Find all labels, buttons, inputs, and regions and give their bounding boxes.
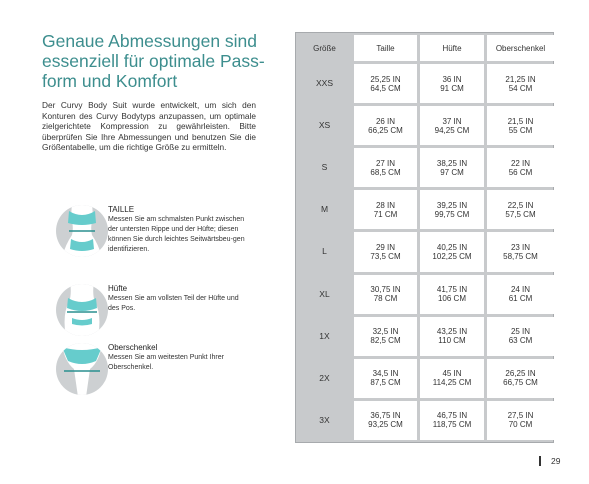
huefte-in-value: 45 IN (442, 369, 462, 379)
huefte-cell (420, 317, 484, 356)
huefte-in-value: 40,25 IN (436, 242, 468, 252)
taille-cm-value: 71 CM (373, 209, 398, 219)
table-row (298, 232, 554, 271)
oberschenkel-in-value: 22 IN (510, 158, 531, 168)
table-row (298, 148, 554, 187)
huefte-in-value: 36 IN (442, 74, 462, 84)
oberschenkel-cell (487, 106, 554, 145)
taille-in-value: 36,75 IN (370, 411, 401, 421)
huefte-cell (420, 359, 484, 398)
huefte-cm-value: 97 CM (440, 167, 464, 177)
size-cell: 1X (298, 317, 351, 356)
taille-in-value: 34,5 IN (372, 369, 399, 379)
oberschenkel-in-value: 24 IN (510, 285, 531, 295)
taille-in-value: 32,5 IN (372, 327, 399, 337)
huefte-cm-value: 99,75 CM (434, 209, 470, 219)
oberschenkel-cell (487, 275, 554, 314)
page-title (42, 31, 272, 91)
huefte-cm-value: 106 CM (437, 294, 466, 304)
header-waist: Taille (354, 35, 417, 61)
huefte-cm-value: 110 CM (438, 336, 466, 346)
taille-cell (354, 106, 417, 145)
huefte-cell (420, 275, 484, 314)
measurement-heading: Hüfte (108, 284, 128, 293)
oberschenkel-cm-value: 70 CM (508, 420, 533, 430)
header-size: Größe (298, 35, 351, 61)
taille-cm-value: 73,5 CM (370, 251, 401, 261)
thigh-figure-icon (56, 343, 108, 395)
size-cell: 2X (298, 359, 351, 398)
taille-in-value: 25,25 IN (370, 74, 401, 84)
taille-cell (354, 317, 417, 356)
huefte-in-value: 41,75 IN (436, 285, 468, 295)
taille-in-value: 27 IN (375, 158, 396, 168)
oberschenkel-cell (487, 148, 554, 187)
oberschenkel-in-value: 21,5 IN (507, 116, 534, 126)
huefte-cell (420, 232, 484, 271)
taille-in-value: 28 IN (375, 200, 396, 210)
measurement-heading: TAILLE (108, 205, 135, 214)
size-chart (295, 32, 554, 443)
oberschenkel-in-value: 23 IN (510, 242, 531, 252)
table-row (298, 275, 554, 314)
oberschenkel-cell (487, 401, 554, 440)
oberschenkel-cell (487, 64, 554, 103)
table-row (298, 64, 554, 103)
taille-cell (354, 401, 417, 440)
taille-in-value: 30,75 IN (370, 285, 401, 295)
title-line: Genaue Abmessungen sind (42, 31, 258, 51)
table-row (298, 359, 554, 398)
size-cell: XXS (298, 64, 351, 103)
table-row (298, 317, 554, 356)
size-table (295, 32, 557, 443)
measurement-description: Messen Sie am weitesten Punkt Ihrer Oberschenkel. (108, 354, 224, 371)
taille-cm-value: 66,25 CM (368, 125, 403, 135)
measurement-description: Messen Sie am vollsten Teil der Hüfte und des Pos. (108, 295, 239, 312)
oberschenkel-cell (487, 190, 554, 229)
huefte-cell (420, 401, 484, 440)
huefte-cell (420, 106, 484, 145)
oberschenkel-cm-value: 57,5 CM (505, 209, 536, 219)
measurement-thigh (56, 343, 246, 395)
taille-cell (354, 148, 417, 187)
oberschenkel-cell (487, 359, 554, 398)
page-number: 29 (551, 456, 561, 466)
oberschenkel-in-value: 22,5 IN (507, 200, 534, 210)
size-cell: M (298, 190, 351, 229)
taille-in-value: 26 IN (375, 116, 396, 126)
measurement-waist (56, 205, 246, 265)
oberschenkel-cm-value: 66,75 CM (503, 378, 538, 388)
header-thigh: Oberschenkel (487, 35, 554, 61)
table-row (298, 106, 554, 145)
taille-in-value: 29 IN (375, 242, 396, 252)
taille-cell (354, 190, 417, 229)
table-header-row (298, 35, 554, 61)
huefte-cm-value: 118,75 CM (432, 420, 472, 430)
taille-cell (354, 359, 417, 398)
measurement-heading: Oberschenkel (108, 343, 158, 352)
oberschenkel-cm-value: 58,75 CM (503, 251, 538, 261)
table-row (298, 190, 554, 229)
title-line: essenziell für optimale Pass- (42, 51, 265, 71)
table-row (298, 401, 554, 440)
taille-cm-value: 78 CM (373, 294, 398, 304)
taille-cm-value: 93,25 CM (368, 420, 403, 430)
oberschenkel-cell (487, 232, 554, 271)
size-cell: S (298, 148, 351, 187)
huefte-cell (420, 148, 484, 187)
size-cell: XL (298, 275, 351, 314)
huefte-in-value: 43,25 IN (436, 327, 468, 337)
oberschenkel-cell (487, 317, 554, 356)
huefte-cm-value: 91 CM (440, 83, 464, 93)
oberschenkel-cm-value: 61 CM (508, 294, 533, 304)
huefte-in-value: 38,25 IN (436, 158, 468, 168)
oberschenkel-cm-value: 54 CM (508, 83, 533, 93)
oberschenkel-in-value: 25 IN (510, 327, 531, 337)
huefte-in-value: 46,75 IN (436, 411, 468, 421)
waist-figure-icon (56, 205, 108, 257)
taille-cm-value: 87,5 CM (370, 378, 401, 388)
huefte-cell (420, 64, 484, 103)
huefte-in-value: 37 IN (442, 116, 462, 126)
taille-cell (354, 275, 417, 314)
oberschenkel-in-value: 21,25 IN (505, 74, 536, 84)
page-number-divider (539, 456, 541, 466)
taille-cm-value: 68,5 CM (370, 167, 401, 177)
taille-cell (354, 64, 417, 103)
taille-cm-value: 64,5 CM (370, 83, 401, 93)
taille-cm-value: 82,5 CM (370, 336, 401, 346)
intro-paragraph: Der Curvy Body Suit wurde entwickelt, um sich den Konturen des Curvy Bodytyps anzupassen, um optimale zielgerichtete Kompression zu gewährleisten. Bitte überprüfen Sie Ihre Abmessungen und benutzen Sie die Größentabelle, um die richtige Größe zu ermitteln. (42, 100, 256, 152)
measurement-hip (56, 284, 246, 336)
oberschenkel-in-value: 26,25 IN (505, 369, 536, 379)
hip-figure-icon (56, 284, 108, 336)
measurement-description: Messen Sie am schmalsten Punkt zwischen der untersten Rippe und der Hüfte; diesen können Sie durch leichtes Seitwärtsbeu-gen identifizieren. (108, 216, 245, 253)
huefte-cm-value: 94,25 CM (434, 125, 470, 135)
oberschenkel-cm-value: 63 CM (508, 336, 533, 346)
huefte-in-value: 39,25 IN (436, 200, 468, 210)
title-line: form und Komfort (42, 71, 178, 91)
size-cell: 3X (298, 401, 351, 440)
huefte-cm-value: 102,25 CM (432, 251, 472, 261)
size-cell: L (298, 232, 351, 271)
huefte-cm-value: 114,25 CM (432, 378, 472, 388)
taille-cell (354, 232, 417, 271)
header-hip: Hüfte (420, 35, 484, 61)
oberschenkel-cm-value: 55 CM (508, 125, 533, 135)
size-cell: XS (298, 106, 351, 145)
oberschenkel-in-value: 27,5 IN (507, 411, 534, 421)
huefte-cell (420, 190, 484, 229)
oberschenkel-cm-value: 56 CM (508, 167, 533, 177)
